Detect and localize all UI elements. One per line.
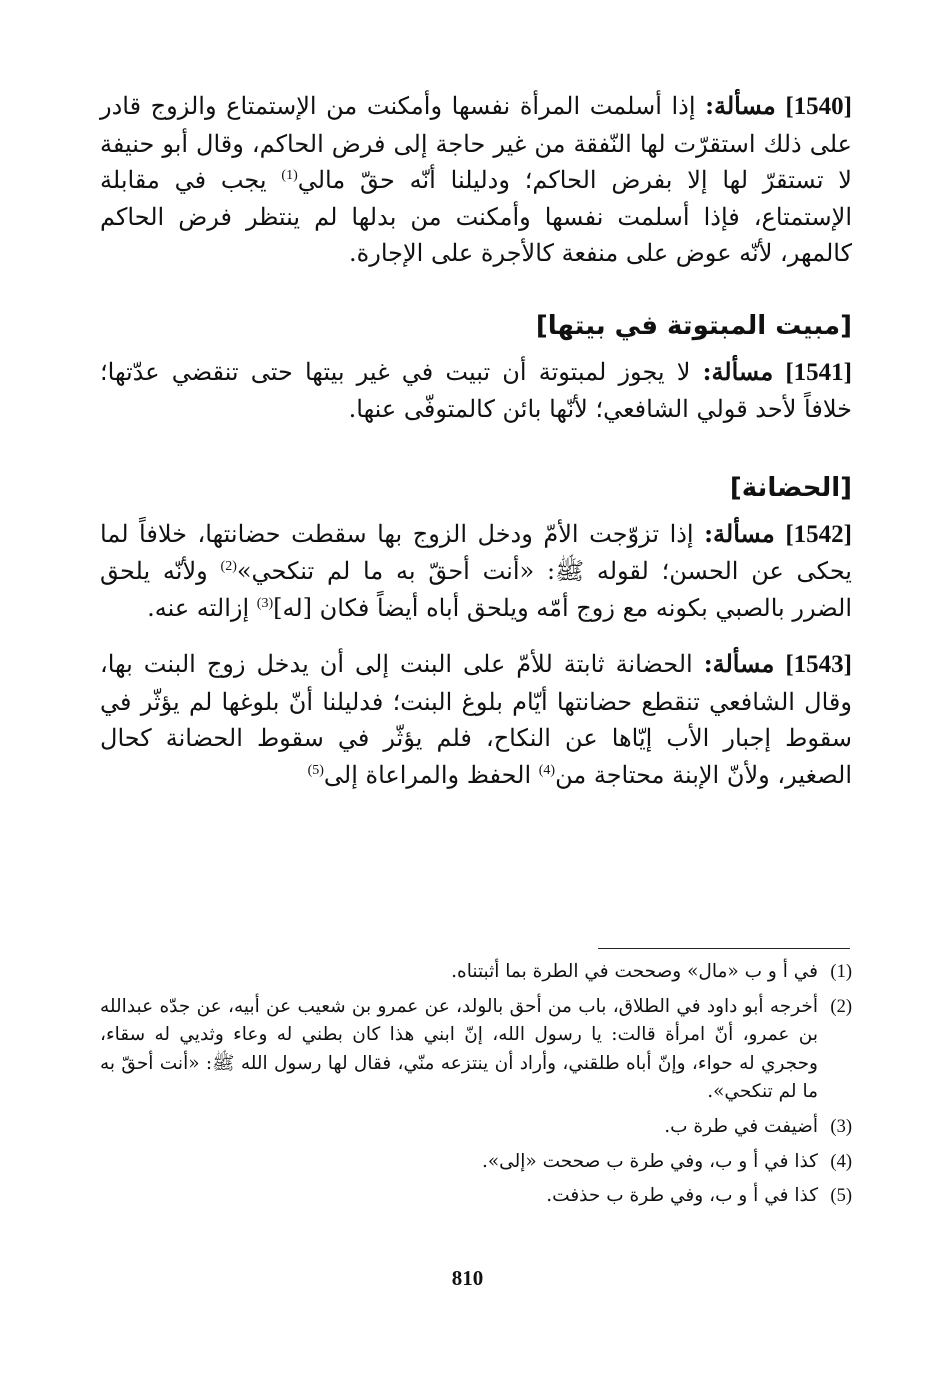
footnote-1	[100, 958, 852, 987]
footnote-text: أضيفت في طرة ب.	[664, 1115, 818, 1137]
footnote-text: كذا في أ و ب، وفي طرة ب حذفت.	[546, 1185, 818, 1207]
footnote-number: (5)	[830, 1186, 852, 1207]
masala-number: [1542]	[785, 520, 852, 548]
section-heading-hadana: [الحضانة]	[729, 472, 852, 503]
masala-keyword: مسألة:	[704, 518, 775, 548]
masala-number: [1541]	[785, 358, 852, 386]
footnote-text: في أ و ب «مال» وصححت في الطرة بما أثبتناه.	[451, 961, 818, 982]
masala-1543	[100, 646, 852, 793]
masala-text: إذا أسلمت المرأة نفسها وأمكنت من الإستمتاع والزوج قادر على ذلك استقرّت لها النّفقة من غير حاجة إلى فرض الحاكم، وقال أبو حنيفة لا تستقرّ لها إلا بفرض الحاكم؛ ودليلنا أنّه حقّ مالي	[100, 92, 852, 194]
footnote-text: كذا في أ و ب، وفي طرة ب صححت «إلى».	[481, 1150, 818, 1172]
footnote-ref-1[interactable]: (1)	[281, 168, 298, 183]
masala-keyword: مسألة:	[705, 91, 776, 120]
footnote-divider	[598, 948, 850, 949]
masala-text: إذا تزوّجت الأمّ ودخل الزوج بها سقطت حضانتها، خلافاً لما يحكى عن الحسن؛ لقوله ﷺ: «أنت أحقّ به ما لم تنكحي»	[100, 519, 852, 585]
footnote-ref-5[interactable]: (5)	[307, 762, 324, 778]
masala-text: لا يجوز لمبتوتة أن تبيت في غير بيتها حتى تنقضي عدّتها؛ خلافاً لأحد قولي الشافعي؛ لأنّها بائن كالمتوفّى عنها.	[100, 357, 852, 423]
footnote-ref-3[interactable]: (3)	[256, 595, 274, 611]
masala-1540	[100, 88, 852, 272]
footnote-3	[100, 1113, 852, 1142]
masala-1541	[100, 354, 852, 428]
masala-text-middle: ولأنّه يلحق الضرر بالصبي بكونه مع زوج أمّه ويلحق أباه أيضاً فكان [له]	[100, 557, 852, 622]
footnote-2	[100, 993, 852, 1107]
footnote-number: (3)	[830, 1116, 852, 1137]
footnote-ref-2[interactable]: (2)	[220, 559, 237, 574]
masala-number: [1540]	[785, 93, 852, 120]
masala-1542	[100, 516, 852, 627]
masala-keyword: مسألة:	[702, 356, 774, 386]
masala-text-continued: إزالته عنه.	[147, 593, 250, 622]
footnote-number: (1)	[830, 962, 852, 982]
footnote-text: أخرجه أبو داود في الطلاق، باب من أحق بالولد، عن عمرو بن شعيب عن أبيه، عن جدّه عبدالله بن عمرو، أنّ امرأة قالت: يا رسول الله، إنّ ابني هذا كان بطني له وعاء وثديي له سقاء، وحجري له حواء، وإنّ أباه طلقني، وأراد أن ينتزعه منّي، فقال لها رسول الله ﷺ: «أنت أحقّ به ما لم تنكحي».	[100, 995, 818, 1103]
footnote-5	[100, 1182, 852, 1211]
footnotes	[100, 958, 852, 1217]
masala-keyword: مسألة:	[703, 649, 775, 678]
masala-text-continued: يجب في مقابلة الإستمتاع، فإذا أسلمت نفسها وأمكنت من بدلها لم ينتظر فرض الحاكم كالمهر، لأنّه عوض على منفعة كالأجرة على الإجارة.	[100, 166, 852, 267]
masala-text: الحضانة ثابتة للأمّ على البنت إلى أن يدخل زوج البنت بها، وقال الشافعي تنقطع حضانتها أيّام بلوغ البنت؛ فدليلنا أنّ بلوغها لم يؤثّر في سقوط إجبار الأب إيّاها عن النكاح، فلم يؤثّر في سقوط الحضانة كحال الصغير، ولأنّ الإبنة محتاجة من	[100, 650, 852, 789]
page-number: 810	[451, 1266, 484, 1290]
section-heading-mabit: [مبيت المبتوتة في بيتها]	[535, 310, 852, 341]
masala-number: [1543]	[785, 651, 852, 678]
footnote-4	[100, 1148, 852, 1177]
footnote-number: (2)	[830, 996, 852, 1017]
footnote-ref-4[interactable]: (4)	[538, 762, 556, 778]
main-text	[100, 88, 852, 793]
masala-text-middle: الحفظ والمراعاة إلى	[323, 760, 532, 789]
footnote-number: (4)	[830, 1151, 852, 1172]
